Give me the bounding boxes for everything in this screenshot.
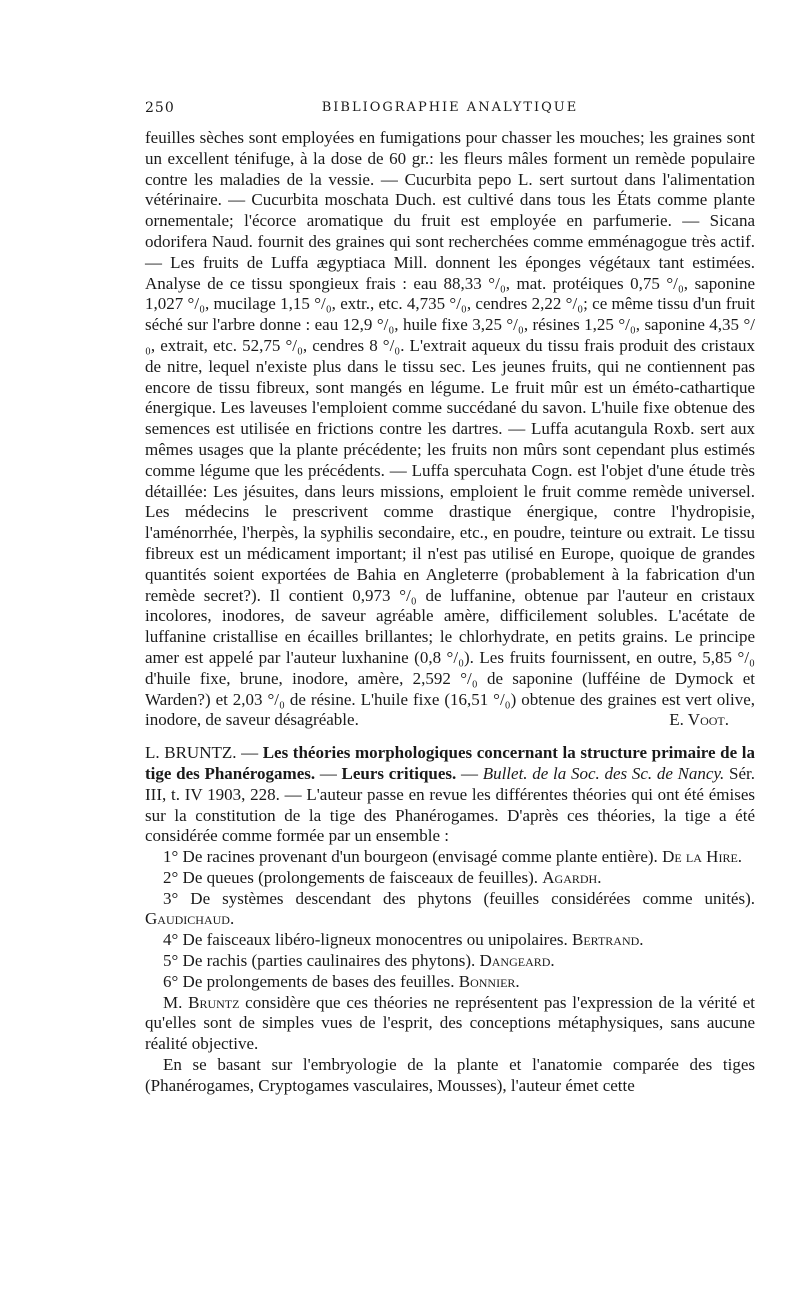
theory-item: 6° De prolongements de bases des feuilles. Bonnier.: [163, 971, 520, 991]
conclusion-name: M. Bruntz: [163, 992, 240, 1012]
theory-author: Bonnier.: [458, 971, 520, 991]
review-entry-bruntz: L. BRUNTZ. — Les théories morphologiques concernant la structure primaire de la tige des Phanérogames. — Leurs critiques. — Bullet. de la Soc. des Sc. de Nancy. Sér. III, t. IV 1903, 228. — L'auteur passe en revue les différentes théories qui ont été émises sur la constitution de la tige des Phanérogames. D'après ces théories, la tige a été considérée comme formée par un ensemble :: [145, 743, 756, 846]
review-signature: E. Voot.: [669, 710, 729, 730]
theory-item: 4° De faisceaux libéro-ligneux monocentres ou unipolaires. Bertrand.: [163, 930, 644, 950]
final-paragraph: En se basant sur l'embryologie de la plante et l'anatomie comparée des tiges (Phanérogames, Cryptogames vasculaires, Mousses), l'auteur émet cette: [145, 1055, 755, 1095]
running-title: BIBLIOGRAPHIE ANALYTIQUE: [321, 100, 579, 115]
theory-author: De la Hire.: [662, 847, 743, 867]
entry-intro: L'auteur passe en revue les différentes théories qui ont été émises sur la constitution de la tige des Phanérogames. D'après ces théories, la tige a été considérée comme formée par un ensemble :: [145, 784, 755, 846]
theory-author: Bertrand.: [572, 930, 644, 950]
conclusion-paragraph: M. Bruntz considère que ces théories ne représentent pas l'expression de la vérité et qu'elles sont de simples vues de l'esprit, des conceptions métaphysiques, sans aucune réalité objective.: [145, 992, 755, 1054]
page-number: 250: [145, 100, 175, 116]
theory-item: 3° De systèmes descendant des phytons (feuilles considérées comme unités). Gaudichaud.: [145, 888, 755, 929]
entry-reference: Sér. III, t. IV 1903, 228.: [145, 763, 756, 804]
theory-author: Agardh.: [542, 867, 602, 887]
entry-title: Les théories morphologiques concernant la structure primaire de la tige des Phanérogames.: [145, 743, 755, 783]
review-paragraph-luffa: feuilles sèches sont employées en fumigations pour chasser les mouches; les graines sont un excellent ténifuge, à la dose de 60 gr.: les fleurs mâles forment un remède populaire contre les maladies de la vessie. — Cucurbita pepo L. sert surtout dans l'alimentation vétérinaire. — Cucurbita moschata Duch. est cultivé dans tous les États comme plante ornementale; l'écorce aromatique du fruit est employée en parfumerie. — Sicana odorifera Naud. fournit des graines qui sont recherchées comme emménagogue très actif. — Les fruits de Luffa ægyptiaca Mill. donnent les éponges végétaux tant estimées. Analyse de ce tissu spongieux frais : eau 88,33 °/₀, mat. protéiques 0,75 °/₀, saponine 1,027 °/₀, mucilage 1,15 °/₀, extr., etc. 4,735 °/₀, cendres 2,22 °/₀; ce même tissu d'un fruit séché sur l'arbre donne : eau 12,9 °/₀, huile fixe 3,25 °/₀, résines 1,25 °/₀, saponine 4,35 °/₀, extrait, etc. 52,75 °/₀, cendres 8 °/₀. L'extrait aqueux du tissu frais produit des cristaux de nitre, lequel n'existe plus dans le tissu sec. Les jeunes fruits, qui ne contiennent pas encore de tissu fibreux, sont mangés en légume. Le fruit mûr est un éméto-cathartique énergique. Les laveuses l'emploient comme succédané du savon. L'huile fixe obtenue des semences est utilisée en frictions contre les dartres. — Luffa acutangula Roxb. sert aux mêmes usages que la plante précédente; les fruits non mûrs sont cependant plus estimés comme légume que les précédents. — Luffa spercuhata Cogn. est l'objet d'une étude très détaillée: Les jésuites, dans leurs missions, emploient le fruit comme remède universel. Les médecins le prescrivent comme drastique énergique, contre l'hydropisie, l'aménorrhée, l'herpès, la syphilis secondaire, etc., en poudre, teinture ou extrait. Le tissu fibreux est un médicament important; il n'est pas utilisé en Europe, quoique de grandes quantités soient exportées de Bahia en Angleterre (probablement à la fabrication d'un remède secret?). Il contient 0,973 °/₀ de luffanine, obtenue par l'auteur en cristaux incolores, inodores, de saveur agréable amère, difficilement solubles. L'acétate de luffanine cristallise en écailles brillantes; le chlorhydrate, en petits grains. Le principe amer est appelé par l'auteur luxhanine (0,8 °/₀). Les fruits fournissent, en outre, 5,85 °/₀ d'huile fixe, brune, inodore, amère, 2,592 °/₀ de saponine (lufféine de Dymock et Warden?) et 2,03 °/₀ de résine. L'huile fixe (16,51 °/₀) obtenue des graines est vert olive, inodore, de saveur désagréable.: [145, 128, 755, 730]
theory-author: Dangeard.: [479, 951, 555, 971]
entry-subtitle: Leurs critiques.: [341, 763, 457, 783]
theory-item: 1° De racines provenant d'un bourgeon (envisagé comme plante entière). De la Hire.: [163, 847, 743, 867]
entry-author: L. BRUNTZ.: [145, 743, 237, 763]
running-header: [145, 100, 755, 120]
theory-item: 2° De queues (prolongements de faisceaux de feuilles). Agardh.: [163, 867, 602, 887]
theory-author: Gaudichaud.: [145, 909, 235, 929]
body-text: [145, 128, 755, 1097]
entry-source: Bullet. de la Soc. des Sc. de Nancy.: [482, 763, 725, 783]
theory-item: 5° De rachis (parties caulinaires des phytons). Dangeard.: [163, 951, 555, 971]
